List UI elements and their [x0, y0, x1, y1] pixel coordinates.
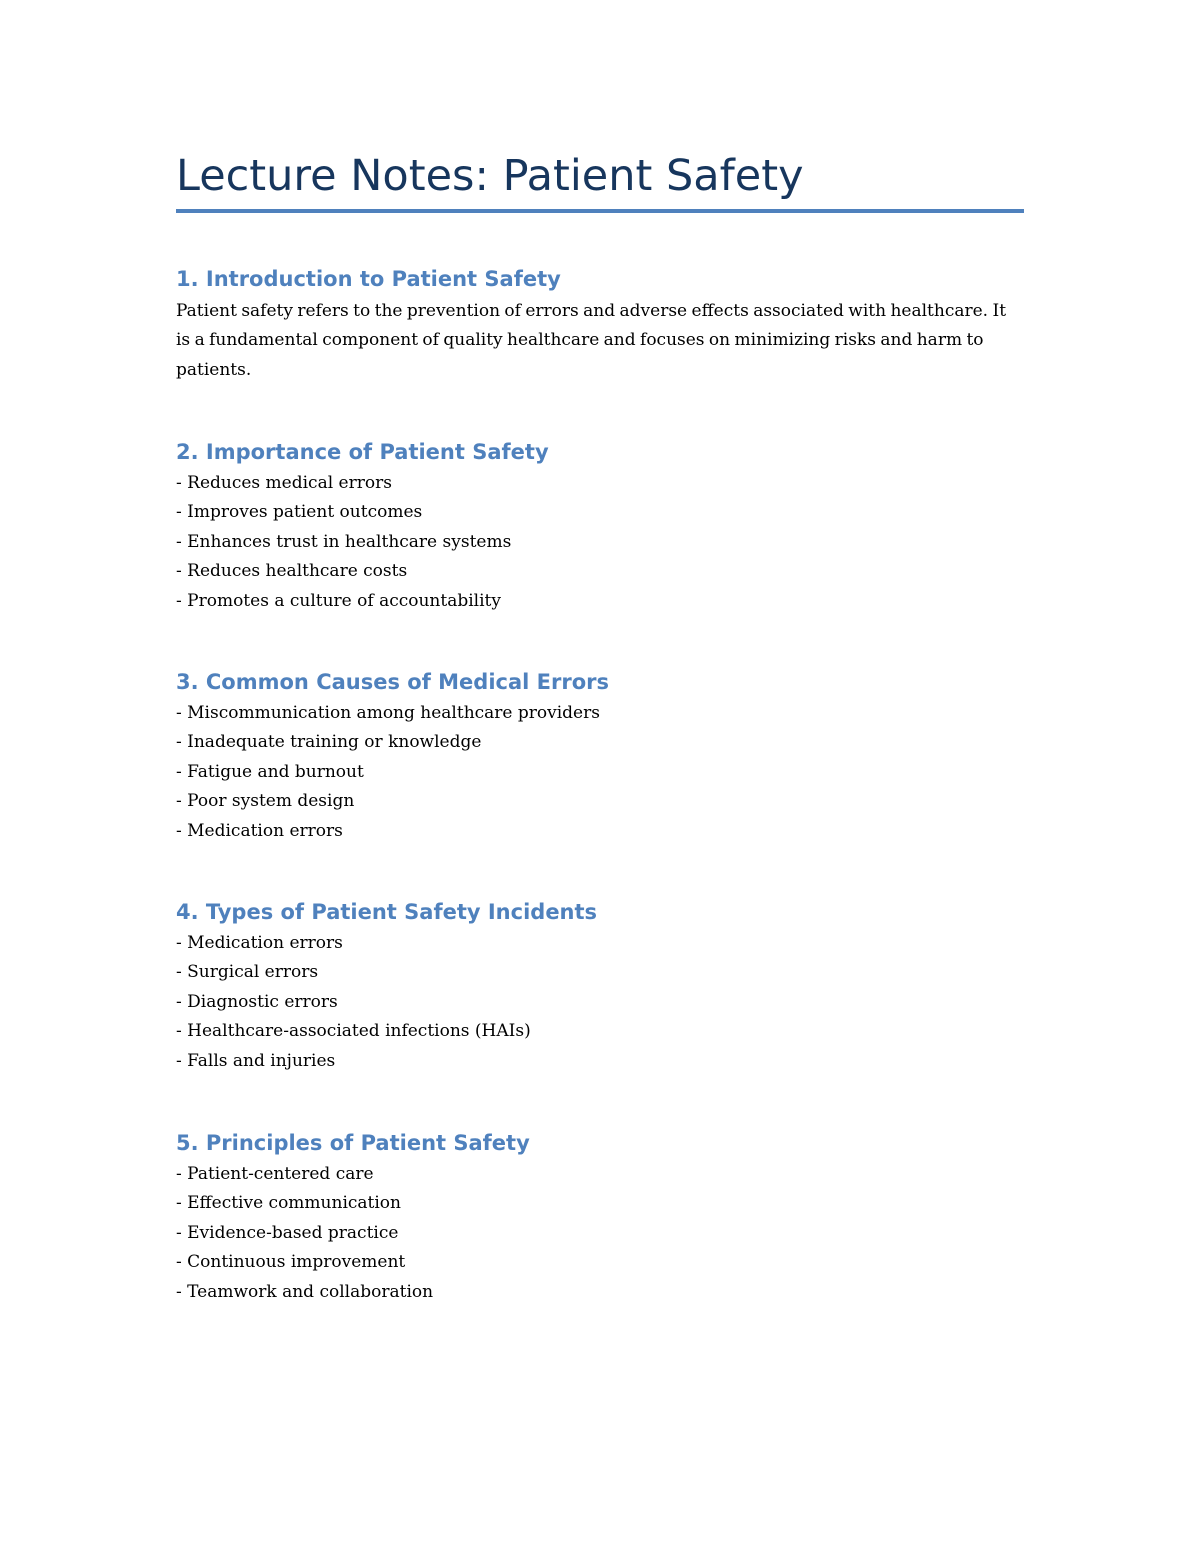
section-principles — [176, 1128, 1026, 1307]
section-heading: 1. Introduction to Patient Safety — [176, 267, 561, 291]
list-item: - Patient-centered care — [176, 1164, 374, 1184]
bullet-list — [176, 699, 1026, 846]
list-item: - Healthcare-associated infections (HAIs) — [176, 1021, 531, 1042]
list-item: - Miscommunication among healthcare providers — [176, 703, 600, 723]
section-introduction — [176, 264, 1026, 385]
section-heading: 2. Importance of Patient Safety — [176, 440, 549, 464]
section-heading: 4. Types of Patient Safety Incidents — [176, 900, 598, 924]
list-item: - Surgical errors — [176, 962, 319, 983]
list-item: - Effective communication — [176, 1193, 401, 1214]
list-item: - Poor system design — [176, 791, 355, 812]
section-heading: 5. Principles of Patient Safety — [176, 1131, 530, 1155]
list-item: - Teamwork and collaboration — [176, 1281, 434, 1302]
list-item: - Reduces medical errors — [176, 473, 392, 493]
list-item: - Improves patient outcomes — [176, 502, 423, 523]
bullet-list — [176, 929, 1026, 1076]
list-item: - Medication errors — [176, 933, 343, 953]
list-item: - Falls and injuries — [176, 1050, 336, 1071]
list-item: - Fatigue and burnout — [176, 761, 364, 782]
list-item: - Evidence-based practice — [176, 1222, 399, 1243]
title-underline-rule — [176, 209, 1024, 213]
section-heading: 3. Common Causes of Medical Errors — [176, 670, 609, 694]
list-item: - Reduces healthcare costs — [176, 561, 408, 582]
section-common-causes — [176, 667, 1026, 846]
list-item: - Promotes a culture of accountability — [176, 590, 501, 611]
section-paragraph: Patient safety refers to the prevention of errors and adverse effects associated with healthcare. It is a fundamental component of quality healthcare and focuses on minimizing risks and harm to patients. — [176, 301, 1007, 380]
list-item: - Diagnostic errors — [176, 991, 338, 1012]
page-title: Lecture Notes: Patient Safety — [176, 151, 804, 201]
list-item: - Enhances trust in healthcare systems — [176, 531, 512, 552]
section-incident-types — [176, 897, 1026, 1076]
list-item: - Continuous improvement — [176, 1252, 406, 1273]
list-item: - Inadequate training or knowledge — [176, 732, 482, 753]
bullet-list — [176, 469, 1026, 616]
bullet-list — [176, 1160, 1026, 1307]
section-importance — [176, 437, 1026, 616]
list-item: - Medication errors — [176, 820, 343, 841]
